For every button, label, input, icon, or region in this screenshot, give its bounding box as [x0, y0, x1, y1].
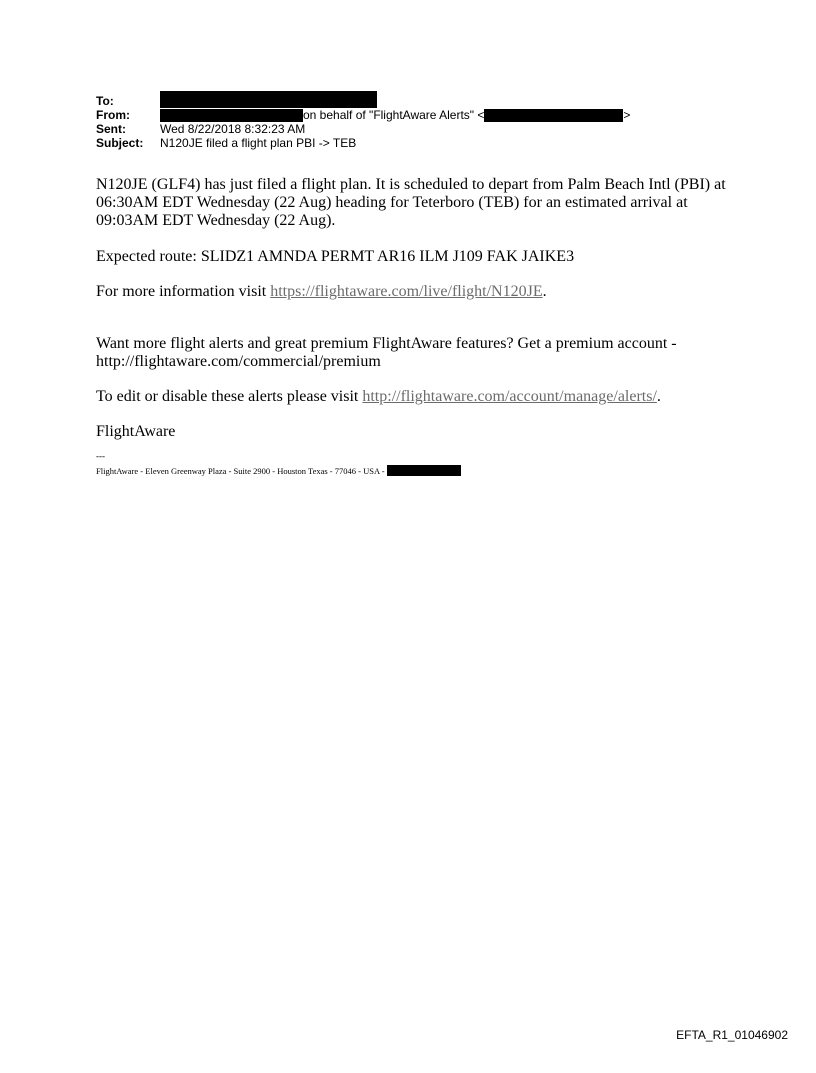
- redaction-block: [160, 91, 377, 108]
- from-value: [160, 108, 630, 122]
- more-info-suffix: .: [542, 283, 547, 300]
- footer-address-line: [96, 465, 461, 477]
- more-info-line: [96, 283, 736, 301]
- redaction-block: [387, 465, 461, 476]
- to-label: To:: [96, 94, 114, 108]
- flight-plan-paragraph: N120JE (GLF4) has just filed a flight plan. It is scheduled to depart from Palm Beach Intl (PBI) at 06:30AM EDT Wednesday (22 Aug) heading for Teterboro (TEB) for an estimated arrival at 09:03AM EDT Wednesday (22 Aug).: [96, 176, 726, 229]
- premium-paragraph: Want more flight alerts and great premium FlightAware features? Get a premium account - http://flightaware.com/commercial/premium: [96, 335, 677, 370]
- document-id: EFTA_R1_01046902: [676, 1028, 788, 1042]
- sent-value: Wed 8/22/2018 8:32:23 AM: [160, 122, 306, 136]
- from-label: From:: [96, 108, 130, 122]
- subject-label: Subject:: [96, 136, 144, 150]
- flight-link[interactable]: https://flightaware.com/live/flight/N120JE: [270, 283, 543, 300]
- footer-separator: ---: [96, 451, 105, 461]
- to-value: [160, 91, 377, 108]
- redaction-block: [484, 109, 623, 122]
- expected-route: Expected route: SLIDZ1 AMNDA PERMT AR16 ILM J109 FAK JAIKE3: [96, 248, 575, 265]
- manage-alerts-link[interactable]: http://flightaware.com/account/manage/alerts/: [362, 388, 657, 405]
- from-text: on behalf of "FlightAware Alerts" <: [303, 108, 485, 122]
- edit-alerts-line: [96, 388, 736, 406]
- subject-value: N120JE filed a flight plan PBI -> TEB: [160, 136, 357, 150]
- sent-label: Sent:: [96, 122, 126, 136]
- from-close: >: [623, 108, 631, 122]
- more-info-prefix: For more information visit: [96, 283, 271, 300]
- signature: FlightAware: [96, 423, 176, 440]
- edit-alerts-prefix: To edit or disable these alerts please visit: [96, 388, 363, 405]
- edit-alerts-suffix: .: [656, 388, 661, 405]
- footer-address: FlightAware - Eleven Greenway Plaza - Suite 2900 - Houston Texas - 77046 - USA -: [96, 466, 387, 476]
- redaction-block: [160, 109, 303, 122]
